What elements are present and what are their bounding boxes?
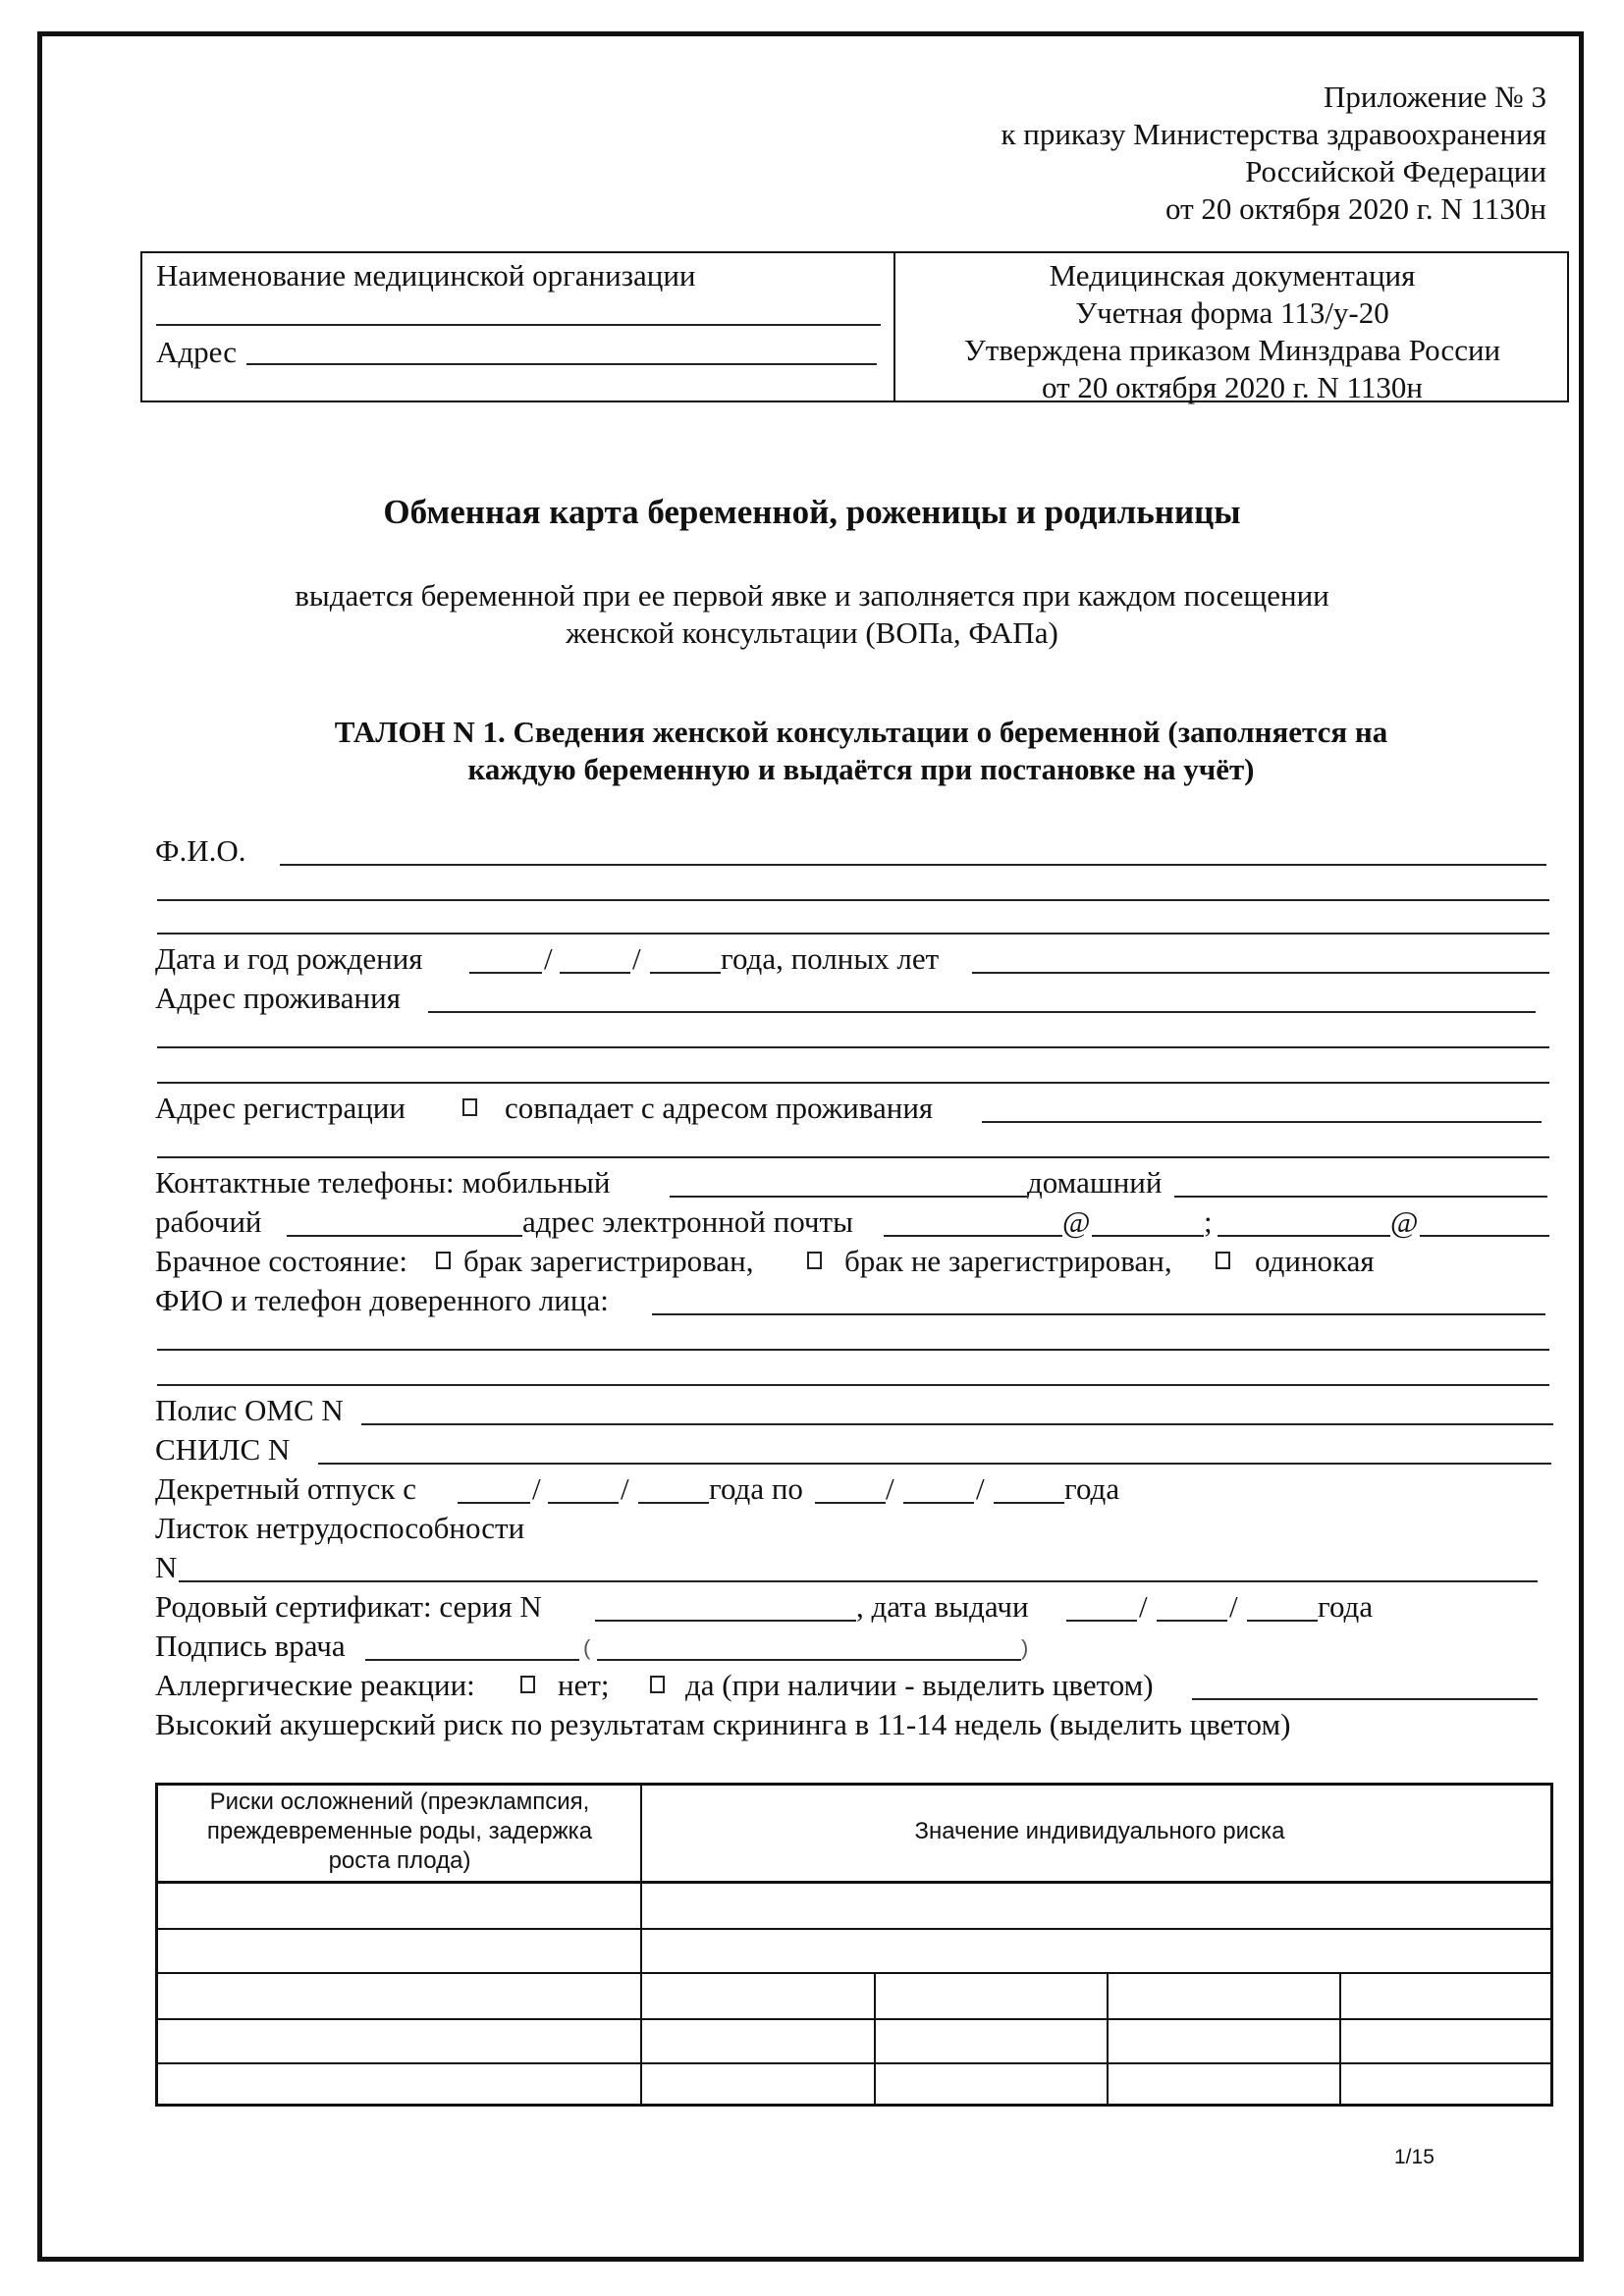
doc-line-3: Утверждена приказом Минздрава России (963, 333, 1501, 367)
birth-cert-label: Родовый сертификат: серия N (155, 1589, 542, 1624)
birth-cert-series-field[interactable] (595, 1620, 856, 1622)
page-number: 1/15 (1394, 2146, 1435, 2168)
birth-suffix-label: года, полных лет (721, 941, 940, 976)
table-col-divider (1107, 1972, 1109, 2107)
sick-list-field[interactable] (179, 1580, 1538, 1582)
table-col-divider (874, 1972, 876, 2107)
single-checkbox[interactable] (1216, 1252, 1230, 1269)
oms-label: Полис ОМС N (155, 1393, 344, 1427)
issue-year-label: года (1318, 1589, 1374, 1624)
issue-year-field[interactable] (1247, 1620, 1318, 1622)
table-row-divider (158, 1881, 1550, 1884)
mobile-phone-field[interactable] (670, 1196, 1027, 1198)
paren-open: ( (583, 1635, 591, 1660)
slash: / (886, 1471, 894, 1506)
header-box (140, 251, 1569, 402)
risk-header-line-2: преждевременные роды, задержка (206, 1818, 593, 1844)
sick-list-label: Листок нетрудоспособности (155, 1511, 525, 1545)
page-title: Обменная карта беременной, роженицы и родильницы (383, 493, 1241, 531)
residence-line[interactable] (428, 1011, 1536, 1013)
full-years-field[interactable] (972, 972, 1549, 974)
subtitle (0, 577, 1624, 652)
allergy-yes-checkbox[interactable] (650, 1676, 665, 1693)
talon-line-1: ТАЛОН N 1. Сведения женской консультации о беременной (заполняется на (334, 715, 1388, 749)
doc-line-1: Медицинская документация (1049, 258, 1416, 293)
allergy-no-checkbox[interactable] (520, 1676, 535, 1693)
residence-line-2[interactable] (157, 1046, 1549, 1048)
table-row-divider (158, 2018, 1550, 2020)
doc-line-4: от 20 октября 2020 г. N 1130н (1041, 370, 1423, 404)
email-1-domain-field[interactable] (1092, 1235, 1204, 1237)
registration-line[interactable] (982, 1121, 1542, 1123)
issue-date-label: , дата выдачи (856, 1589, 1029, 1624)
trusted-person-line-3[interactable] (157, 1384, 1549, 1386)
subtitle-line-2: женской консультации (ВОПа, ФАПа) (566, 615, 1058, 650)
leave-to-year[interactable] (994, 1502, 1064, 1504)
talon-heading (0, 714, 1624, 788)
doctor-name-field[interactable] (597, 1659, 1021, 1661)
appendix-line-1: Приложение № 3 (1324, 80, 1546, 114)
home-phone-field[interactable] (1174, 1196, 1547, 1198)
trusted-person-line-2[interactable] (157, 1349, 1549, 1351)
slash: / (976, 1471, 985, 1506)
paren-close: ) (1021, 1635, 1029, 1660)
single-label: одинокая (1255, 1244, 1375, 1278)
married-label: брак зарегистрирован, (463, 1244, 754, 1278)
leave-from-label: Декретный отпуск с (155, 1471, 416, 1506)
registration-label: Адрес регистрации (155, 1091, 406, 1125)
not-married-checkbox[interactable] (807, 1252, 822, 1269)
allergy-no-label: нет; (558, 1668, 610, 1702)
birth-year-field[interactable] (650, 972, 721, 974)
leave-to-label: года по (709, 1471, 803, 1506)
trusted-person-line[interactable] (652, 1313, 1545, 1315)
phones-label: Контактные телефоны: мобильный (155, 1165, 611, 1200)
marital-label: Брачное состояние: (155, 1244, 408, 1278)
email-1-user-field[interactable] (884, 1235, 1062, 1237)
birth-date-label: Дата и год рождения (155, 941, 423, 976)
appendix-line-3: Российской Федерации (1245, 154, 1546, 188)
work-phone-field[interactable] (287, 1235, 522, 1237)
trusted-person-label: ФИО и телефон доверенного лица: (155, 1283, 609, 1317)
table-row-divider (158, 2062, 1550, 2064)
issue-day-field[interactable] (1066, 1620, 1137, 1622)
leave-from-month[interactable] (548, 1502, 619, 1504)
at-sign: @ (1062, 1204, 1091, 1239)
fio-line[interactable] (280, 864, 1546, 866)
birth-month-field[interactable] (560, 972, 630, 974)
sick-list-n-label: N (155, 1550, 178, 1584)
email-label: адрес электронной почты (522, 1204, 853, 1239)
email-2-user-field[interactable] (1218, 1235, 1390, 1237)
org-name-line[interactable] (156, 324, 881, 326)
at-sign: @ (1390, 1204, 1419, 1239)
leave-from-year[interactable] (638, 1502, 709, 1504)
address-line[interactable] (246, 363, 877, 365)
slash: / (621, 1471, 629, 1506)
org-name-label: Наименование медицинской организации (156, 258, 696, 293)
allergy-label: Аллергические реакции: (155, 1668, 475, 1702)
risk-header-line-1: Риски осложнений (преэклампсия, (209, 1789, 590, 1815)
risk-header-line-3: роста плода) (328, 1847, 471, 1874)
fio-line-2[interactable] (157, 899, 1549, 901)
doc-line-2: Учетная форма 113/у-20 (1075, 295, 1389, 330)
allergy-yes-label: да (при наличии - выделить цветом) (685, 1668, 1154, 1702)
leave-to-month[interactable] (903, 1502, 974, 1504)
fio-label: Ф.И.О. (155, 833, 246, 868)
semicolon: ; (1204, 1204, 1213, 1239)
allergy-details-field[interactable] (1192, 1698, 1538, 1700)
not-married-label: брак не зарегистрирован, (844, 1244, 1172, 1278)
home-phone-label: домашний (1027, 1165, 1163, 1200)
doc-info (895, 257, 1569, 406)
doctor-sign-label: Подпись врача (155, 1629, 346, 1663)
issue-month-field[interactable] (1157, 1620, 1227, 1622)
table-col-divider (640, 1786, 642, 2104)
fio-line-3[interactable] (157, 933, 1549, 934)
snils-field[interactable] (318, 1463, 1551, 1465)
leave-to-day[interactable] (815, 1502, 886, 1504)
slash: / (632, 941, 641, 976)
oms-field[interactable] (361, 1423, 1553, 1425)
subtitle-line-1: выдается беременной при ее первой явке и заполняется при каждом посещении (295, 578, 1329, 613)
risk-header-col1 (158, 1788, 641, 1876)
residence-label: Адрес проживания (155, 981, 401, 1015)
table-row-divider (158, 1928, 1550, 1930)
birth-day-field[interactable] (469, 972, 542, 974)
address-label: Адрес (156, 335, 237, 369)
doctor-sign-field[interactable] (365, 1659, 579, 1661)
appendix-line-4: от 20 октября 2020 г. N 1130н (1164, 191, 1546, 226)
appendix-line-2: к приказу Министерства здравоохранения (1001, 117, 1546, 151)
appendix-block (1001, 79, 1546, 228)
leave-year-label: года (1064, 1471, 1120, 1506)
same-address-label: совпадает с адресом проживания (505, 1091, 934, 1125)
risk-header-col2: Значение индивидуального риска (914, 1818, 1285, 1844)
talon-line-2: каждую беременную и выдаётся при постановке на учёт) (467, 752, 1255, 786)
same-address-checkbox[interactable] (462, 1098, 477, 1116)
table-row-divider (158, 1972, 1550, 1974)
married-checkbox[interactable] (436, 1252, 451, 1269)
leave-from-day[interactable] (458, 1502, 530, 1504)
table-col-divider (1339, 1972, 1341, 2107)
slash: / (1139, 1589, 1148, 1624)
slash: / (544, 941, 553, 976)
registration-line-2[interactable] (157, 1156, 1549, 1158)
slash: / (1229, 1589, 1238, 1624)
work-phone-label: рабочий (155, 1204, 262, 1239)
risk-table (155, 1783, 1553, 2107)
high-risk-label: Высокий акушерский риск по результатам скрининга в 11-14 недель (выделить цветом) (155, 1707, 1291, 1741)
slash: / (532, 1471, 541, 1506)
snils-label: СНИЛС N (155, 1432, 291, 1467)
email-2-domain-field[interactable] (1420, 1235, 1549, 1237)
residence-line-3[interactable] (157, 1082, 1549, 1084)
